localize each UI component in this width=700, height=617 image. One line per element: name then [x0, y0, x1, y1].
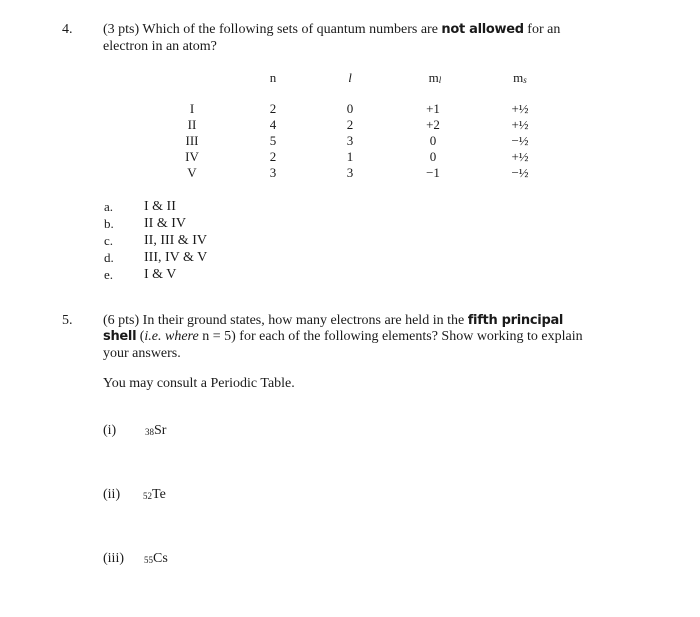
question-5-ie-italic: i.e. where: [144, 329, 199, 344]
part-i-label: (i): [103, 423, 117, 438]
ms-column: [503, 101, 537, 181]
question-5-line3: your answers.: [103, 346, 181, 361]
n-value: 4: [269, 117, 277, 132]
roman-column: [177, 101, 207, 181]
option-letter: a.: [104, 199, 114, 214]
ms-value: −½: [511, 133, 529, 148]
question-5-number: 5.: [62, 313, 73, 328]
n-value: 2: [269, 149, 277, 164]
part-iii-element: [144, 550, 168, 569]
question-5-ie-value: n = 5): [198, 329, 236, 344]
question-5-text-before: In their ground states, how many electrons are held in the: [142, 313, 465, 328]
option-text: II, III & IV: [144, 233, 207, 248]
ms-value: +½: [511, 149, 529, 164]
question-5-line1: [103, 312, 563, 329]
atomic-number: 52: [143, 491, 152, 501]
option-text: I & V: [144, 267, 177, 282]
l-value: 1: [346, 149, 354, 164]
header-l: l: [348, 70, 352, 85]
atomic-number: 38: [145, 427, 154, 437]
question-4-points: (3 pts): [103, 22, 140, 37]
question-4-line2: electron in an atom?: [103, 39, 217, 54]
question-5-line2: [103, 328, 583, 345]
option-letter: b.: [104, 216, 114, 231]
ms-value: +½: [511, 117, 529, 132]
header-ms-sub: s: [523, 75, 527, 85]
ms-value: +½: [511, 101, 529, 116]
atomic-number: 55: [144, 555, 153, 565]
n-value: 5: [269, 133, 277, 148]
header-n: n: [269, 70, 277, 85]
n-value: 3: [269, 165, 277, 180]
part-iii-label: (iii): [103, 551, 124, 566]
n-column: [263, 101, 283, 181]
question-5-consult: You may consult a Periodic Table.: [103, 376, 295, 391]
question-4-text-before: Which of the following sets of quantum numbers are: [142, 22, 438, 37]
l-value: 0: [346, 101, 354, 116]
option-text: III, IV & V: [144, 250, 208, 265]
part-ii-element: [143, 486, 166, 505]
roman-numeral: I: [189, 101, 195, 116]
question-5-ie-open: (: [139, 329, 145, 344]
option-letter: c.: [104, 233, 114, 248]
ml-value: 0: [429, 149, 437, 164]
l-column: [340, 101, 360, 181]
ml-value: −1: [426, 165, 440, 180]
n-value: 2: [269, 101, 277, 116]
element-symbol: Sr: [154, 423, 167, 438]
question-5-bold2: shell: [103, 329, 137, 344]
ml-value: +1: [426, 101, 440, 116]
header-ml-letter: m: [428, 70, 439, 85]
question-4-line1: [103, 21, 560, 38]
question-5-line2-rest: for each of the following elements? Show working to explain: [239, 329, 583, 344]
l-value: 3: [346, 165, 354, 180]
option-letter: e.: [104, 267, 114, 282]
header-ml: [420, 70, 450, 86]
element-symbol: Cs: [153, 551, 168, 566]
ms-value: −½: [511, 165, 529, 180]
roman-numeral: II: [187, 117, 197, 132]
roman-numeral: V: [187, 165, 197, 180]
question-5-points: (6 pts): [103, 313, 140, 328]
question-4-number: 4.: [62, 22, 73, 37]
ml-value: 0: [429, 133, 437, 148]
header-ms-letter: m: [513, 70, 524, 85]
question-4-text-after: for an: [527, 22, 561, 37]
option-letter: d.: [104, 250, 114, 265]
header-ms: [505, 70, 535, 86]
element-symbol: Te: [152, 487, 166, 502]
roman-numeral: IV: [185, 149, 199, 164]
ml-column: [418, 101, 448, 181]
ml-value: +2: [426, 117, 440, 132]
l-value: 2: [346, 117, 354, 132]
option-text: I & II: [144, 199, 176, 214]
roman-numeral: III: [185, 133, 199, 148]
question-5-bold1: fifth principal: [467, 313, 564, 328]
part-ii-label: (ii): [103, 487, 121, 502]
header-ml-sub: l: [438, 75, 442, 85]
l-value: 3: [346, 133, 354, 148]
part-i-element: [145, 422, 166, 441]
option-text: II & IV: [144, 216, 186, 231]
question-4-bold: not allowed: [441, 22, 524, 37]
